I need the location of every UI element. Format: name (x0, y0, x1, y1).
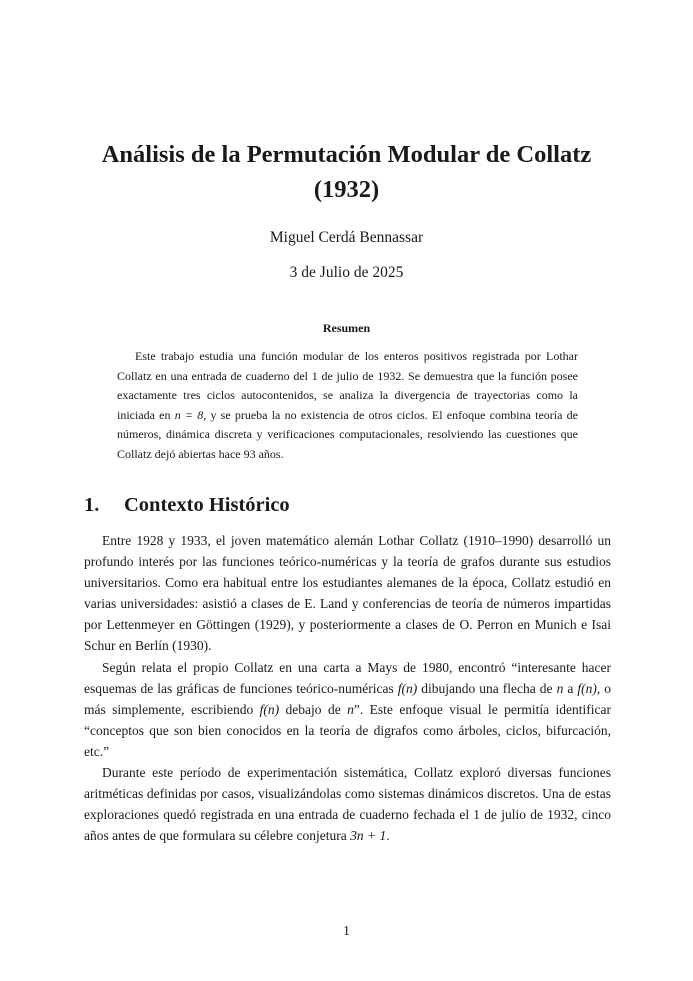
author-name: Miguel Cerdá Bennassar (269, 229, 424, 246)
inline-math: f(n) (577, 680, 597, 696)
inline-math: 3n + 1 (350, 828, 387, 844)
paragraph-text: Según relata el propio Collatz en una carta a Mays de 1980, encontró “interesante hacer esquemas de las gráficas de funciones teórico-numéricas (84, 659, 611, 696)
paper-title: Análisis de la Permutación Modular de Collatz (1932) (101, 141, 592, 203)
page-number: 1 (343, 923, 350, 938)
abstract-heading: Resumen (322, 321, 371, 335)
abstract-paragraph (117, 347, 578, 464)
paragraph-text: Durante este período de experimentación sistemática, Collatz exploró diversas funciones aritméticas definidas por casos, visualizándolas como sistemas dinámicos discretos. Una de estas exploraciones quedó registrada en una entrada de cuaderno fechada el 1 de julio de 1932, cinco años antes de que formulara su célebre conjetura (84, 765, 611, 844)
inline-math: f(n) (259, 701, 280, 717)
abstract-math: n = 8 (174, 407, 204, 422)
section-body (84, 530, 611, 846)
section-number: 1. (84, 494, 100, 516)
section-title: Contexto Histórico (124, 494, 290, 516)
paragraph-text: a (563, 680, 578, 696)
section-paragraph-3 (84, 762, 611, 846)
section-paragraph-2 (84, 657, 611, 762)
paragraph-text: . (386, 828, 390, 844)
paragraph-text: debajo de (279, 701, 348, 717)
paragraph-text: dibujando una flecha de (417, 680, 557, 696)
section-heading (84, 492, 290, 518)
publication-date: 3 de Julio de 2025 (289, 264, 404, 281)
abstract-text: Este trabajo estudia una función modular de los enteros positivos registrada por Lothar Collatz en una entrada de cuaderno del 1 de julio de 1932. Se demuestra que la función posee exactamente tres ciclos autocontenidos, se analiza la divergencia de trayectorias como la iniciada en (117, 349, 578, 422)
inline-math: n (556, 680, 564, 696)
paragraph-text: , o más simplemente, escribiendo (84, 680, 612, 717)
inline-math: n (347, 701, 354, 717)
inline-math: f(n) (397, 680, 418, 696)
section-paragraph-1: Entre 1928 y 1933, el joven matemático alemán Lothar Collatz (1910–1990) desarrolló un profundo interés por las funciones teórico-numéricas y la teoría de grafos durante sus estudios universitarios. Como era habitual entre los estudiantes alemanes de la época, Collatz estudió en varias universidades: asistió a clases de E. Land y conferencias de teoría de números impartidas por Lettenmeyer en Göttingen (1929), y posteriormente a clases de O. Perron en Munich e Isai Schur en Berlín (1930). (84, 533, 611, 654)
abstract-text: , y se prueba la no existencia de otros ciclos. El enfoque combina teoría de números, dinámica discreta y verificaciones computacionales, resolviendo las cuestiones que Collatz dejó abiertas hace 93 años. (117, 407, 578, 461)
paragraph-text: ”. Este enfoque visual le permitía identificar “conceptos que son bien conocidos en la teoría de digrafos como árboles, ciclos, bifurcación, etc.” (84, 701, 611, 759)
